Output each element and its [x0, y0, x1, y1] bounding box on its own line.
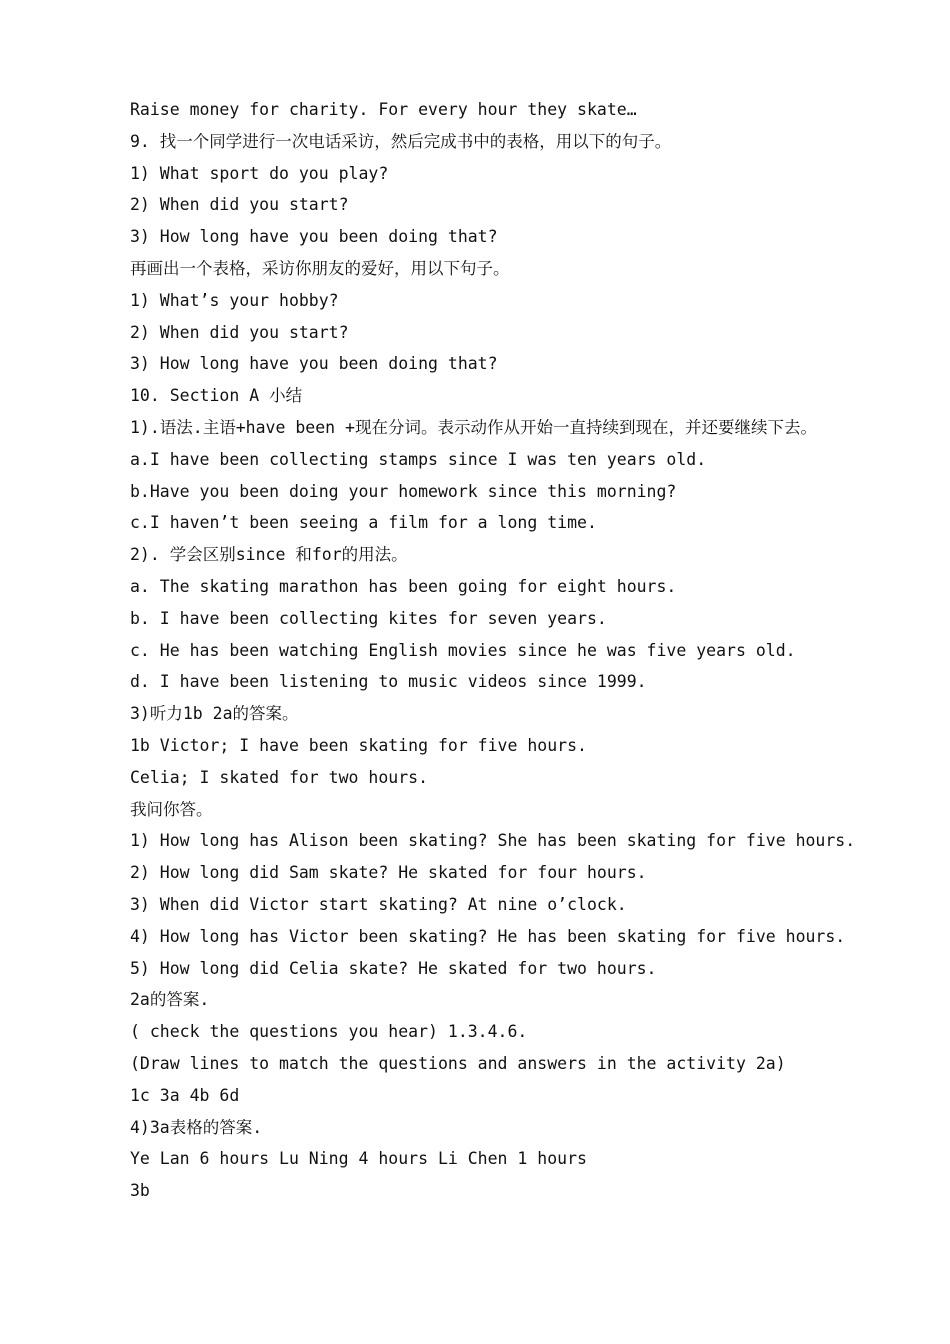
example-sentence: b.Have you been doing your homework since this morning?	[130, 481, 677, 501]
since-for-heading: 2). 学会区别since 和for的用法。	[130, 545, 408, 565]
qa-line: 4) How long has Victor been skating? He has been skating for five hours.	[130, 926, 846, 946]
item-9-heading: 9. 找一个同学进行一次电话采访，然后完成书中的表格，用以下的句子。	[130, 131, 672, 151]
example-sentence: c. He has been watching English movies since he was five years old.	[130, 640, 796, 660]
question-line: 1) What’s your hobby?	[130, 290, 339, 310]
question-line: 3) How long have you been doing that?	[130, 354, 498, 374]
table-3a-answers-heading: 4)3a表格的答案.	[130, 1117, 263, 1137]
example-sentence: d. I have been listening to music videos since 1999.	[130, 672, 647, 692]
section-a-summary-heading: 10. Section A 小结	[130, 386, 303, 406]
question-line: 3) How long have you been doing that?	[130, 227, 498, 247]
answer-line: 1b Victor; I have been skating for five hours.	[130, 735, 587, 755]
answer-line: Celia; I skated for two hours.	[130, 767, 429, 787]
answer-line: 1c 3a 4b 6d	[130, 1085, 240, 1105]
example-sentence: a. The skating marathon has been going for eight hours.	[130, 576, 677, 596]
answers-2a-heading: 2a的答案.	[130, 990, 210, 1010]
answer-line: Ye Lan 6 hours Lu Ning 4 hours Li Chen 1 hours	[130, 1149, 587, 1169]
document-body	[88, 94, 868, 1207]
question-line: 2) When did you start?	[130, 195, 349, 215]
grammar-rule-paragraph: 1).语法.主语+have been +现在分词。表示动作从开始一直持续到现在，并还要继续下去。	[130, 417, 817, 437]
qa-heading: 我问你答。	[130, 799, 213, 819]
example-sentence: b. I have been collecting kites for seven years.	[130, 608, 607, 628]
answer-line: (Draw lines to match the questions and answers in the activity 2a)	[130, 1053, 786, 1073]
example-sentence: a.I have been collecting stamps since I was ten years old.	[130, 449, 707, 469]
example-sentence: c.I haven’t been seeing a film for a long time.	[130, 513, 597, 533]
qa-line: 3) When did Victor start skating? At nine o’clock.	[130, 894, 627, 914]
text-line: Raise money for charity. For every hour they skate…	[130, 100, 637, 119]
qa-line: 2) How long did Sam skate? He skated for four hours.	[130, 863, 647, 883]
section-3b-label: 3b	[130, 1181, 150, 1201]
instruction-line: 再画出一个表格，采访你朋友的爱好，用以下句子。	[130, 258, 510, 278]
question-line: 1) What sport do you play?	[130, 163, 389, 183]
qa-line: 1) How long has Alison been skating? She has been skating for five hours.	[130, 831, 856, 851]
listening-answers-heading: 3)听力1b 2a的答案。	[130, 704, 299, 724]
question-line: 2) When did you start?	[130, 322, 349, 342]
answer-line: ( check the questions you hear) 1.3.4.6.	[130, 1022, 528, 1042]
qa-line: 5) How long did Celia skate? He skated for two hours.	[130, 958, 657, 978]
